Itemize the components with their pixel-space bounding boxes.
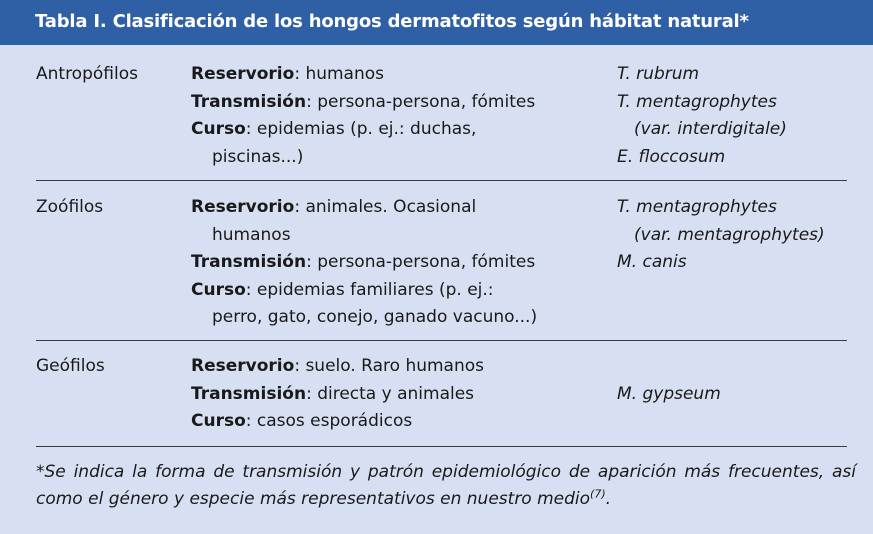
- transmision-label: Transmisión: [191, 252, 307, 272]
- species-item: T. mentagrophytes: [617, 91, 777, 112]
- table-footnote: [36, 459, 856, 513]
- reservorio-text: : humanos: [294, 64, 385, 84]
- reservorio-label: Reservorio: [191, 197, 295, 217]
- curso-text-continued: perro, gato, conejo, ganado vacuno...): [212, 307, 538, 327]
- species-item: T. rubrum: [617, 64, 700, 84]
- species-spacer: [617, 353, 857, 381]
- species-list: [617, 194, 857, 277]
- row-divider: [36, 446, 847, 447]
- transmision-text: : directa y animales: [306, 383, 475, 404]
- row-description: [191, 61, 591, 171]
- category-label: Antropófilos: [36, 64, 138, 84]
- transmision-text: : persona-persona, fómites: [306, 91, 536, 112]
- reservorio-line: [191, 61, 591, 89]
- species-variety: (var. mentagrophytes): [634, 224, 825, 245]
- footnote-end: .: [605, 489, 612, 509]
- curso-label: Curso: [191, 411, 246, 431]
- curso-line: [191, 408, 591, 436]
- category-label: Zoófilos: [36, 197, 104, 217]
- species-item: T. mentagrophytes: [617, 197, 777, 217]
- transmision-line: [191, 249, 591, 277]
- curso-text: : epidemias (p. ej.: duchas,: [245, 119, 477, 139]
- reservorio-label: Reservorio: [191, 356, 295, 376]
- species-item: E. floccosum: [617, 146, 726, 167]
- category-label: Geófilos: [36, 356, 105, 376]
- row-description: [191, 194, 591, 332]
- row-description: [191, 353, 591, 436]
- transmision-text: : persona-persona, fómites: [306, 252, 536, 272]
- curso-text-continued: piscinas...): [212, 146, 304, 167]
- species-item: M. canis: [617, 252, 687, 272]
- curso-text: : casos esporádicos: [245, 411, 413, 431]
- curso-line: [191, 116, 591, 144]
- reservorio-line: [191, 353, 591, 381]
- footnote-reference: (7): [590, 487, 606, 501]
- row-divider: [36, 340, 847, 341]
- species-item: M. gypseum: [617, 383, 721, 404]
- transmision-line: [191, 381, 591, 409]
- reservorio-line: [191, 194, 591, 222]
- curso-label: Curso: [191, 279, 246, 300]
- transmision-label: Transmisión: [191, 91, 307, 112]
- table-title: Tabla I. Clasificación de los hongos dermatofitos según hábitat natural*: [0, 0, 873, 45]
- reservorio-text: : suelo. Raro humanos: [294, 356, 485, 376]
- row-divider: [36, 180, 847, 181]
- reservorio-text-continued: humanos: [212, 224, 291, 245]
- species-list: [617, 353, 857, 408]
- curso-line: [191, 277, 591, 305]
- footnote-text: *Se indica la forma de transmisión y patrón epidemiológico de aparición más frecuentes, así como el género y especie más representativos en nuestro medio: [36, 462, 856, 509]
- transmision-line: [191, 89, 591, 117]
- species-variety: (var. interdigitale): [634, 119, 787, 139]
- reservorio-label: Reservorio: [191, 64, 295, 84]
- curso-label: Curso: [191, 119, 246, 139]
- reservorio-text: : animales. Ocasional: [294, 197, 477, 217]
- species-list: [617, 61, 857, 171]
- curso-text: : epidemias familiares (p. ej.:: [245, 279, 494, 300]
- transmision-label: Transmisión: [191, 383, 307, 404]
